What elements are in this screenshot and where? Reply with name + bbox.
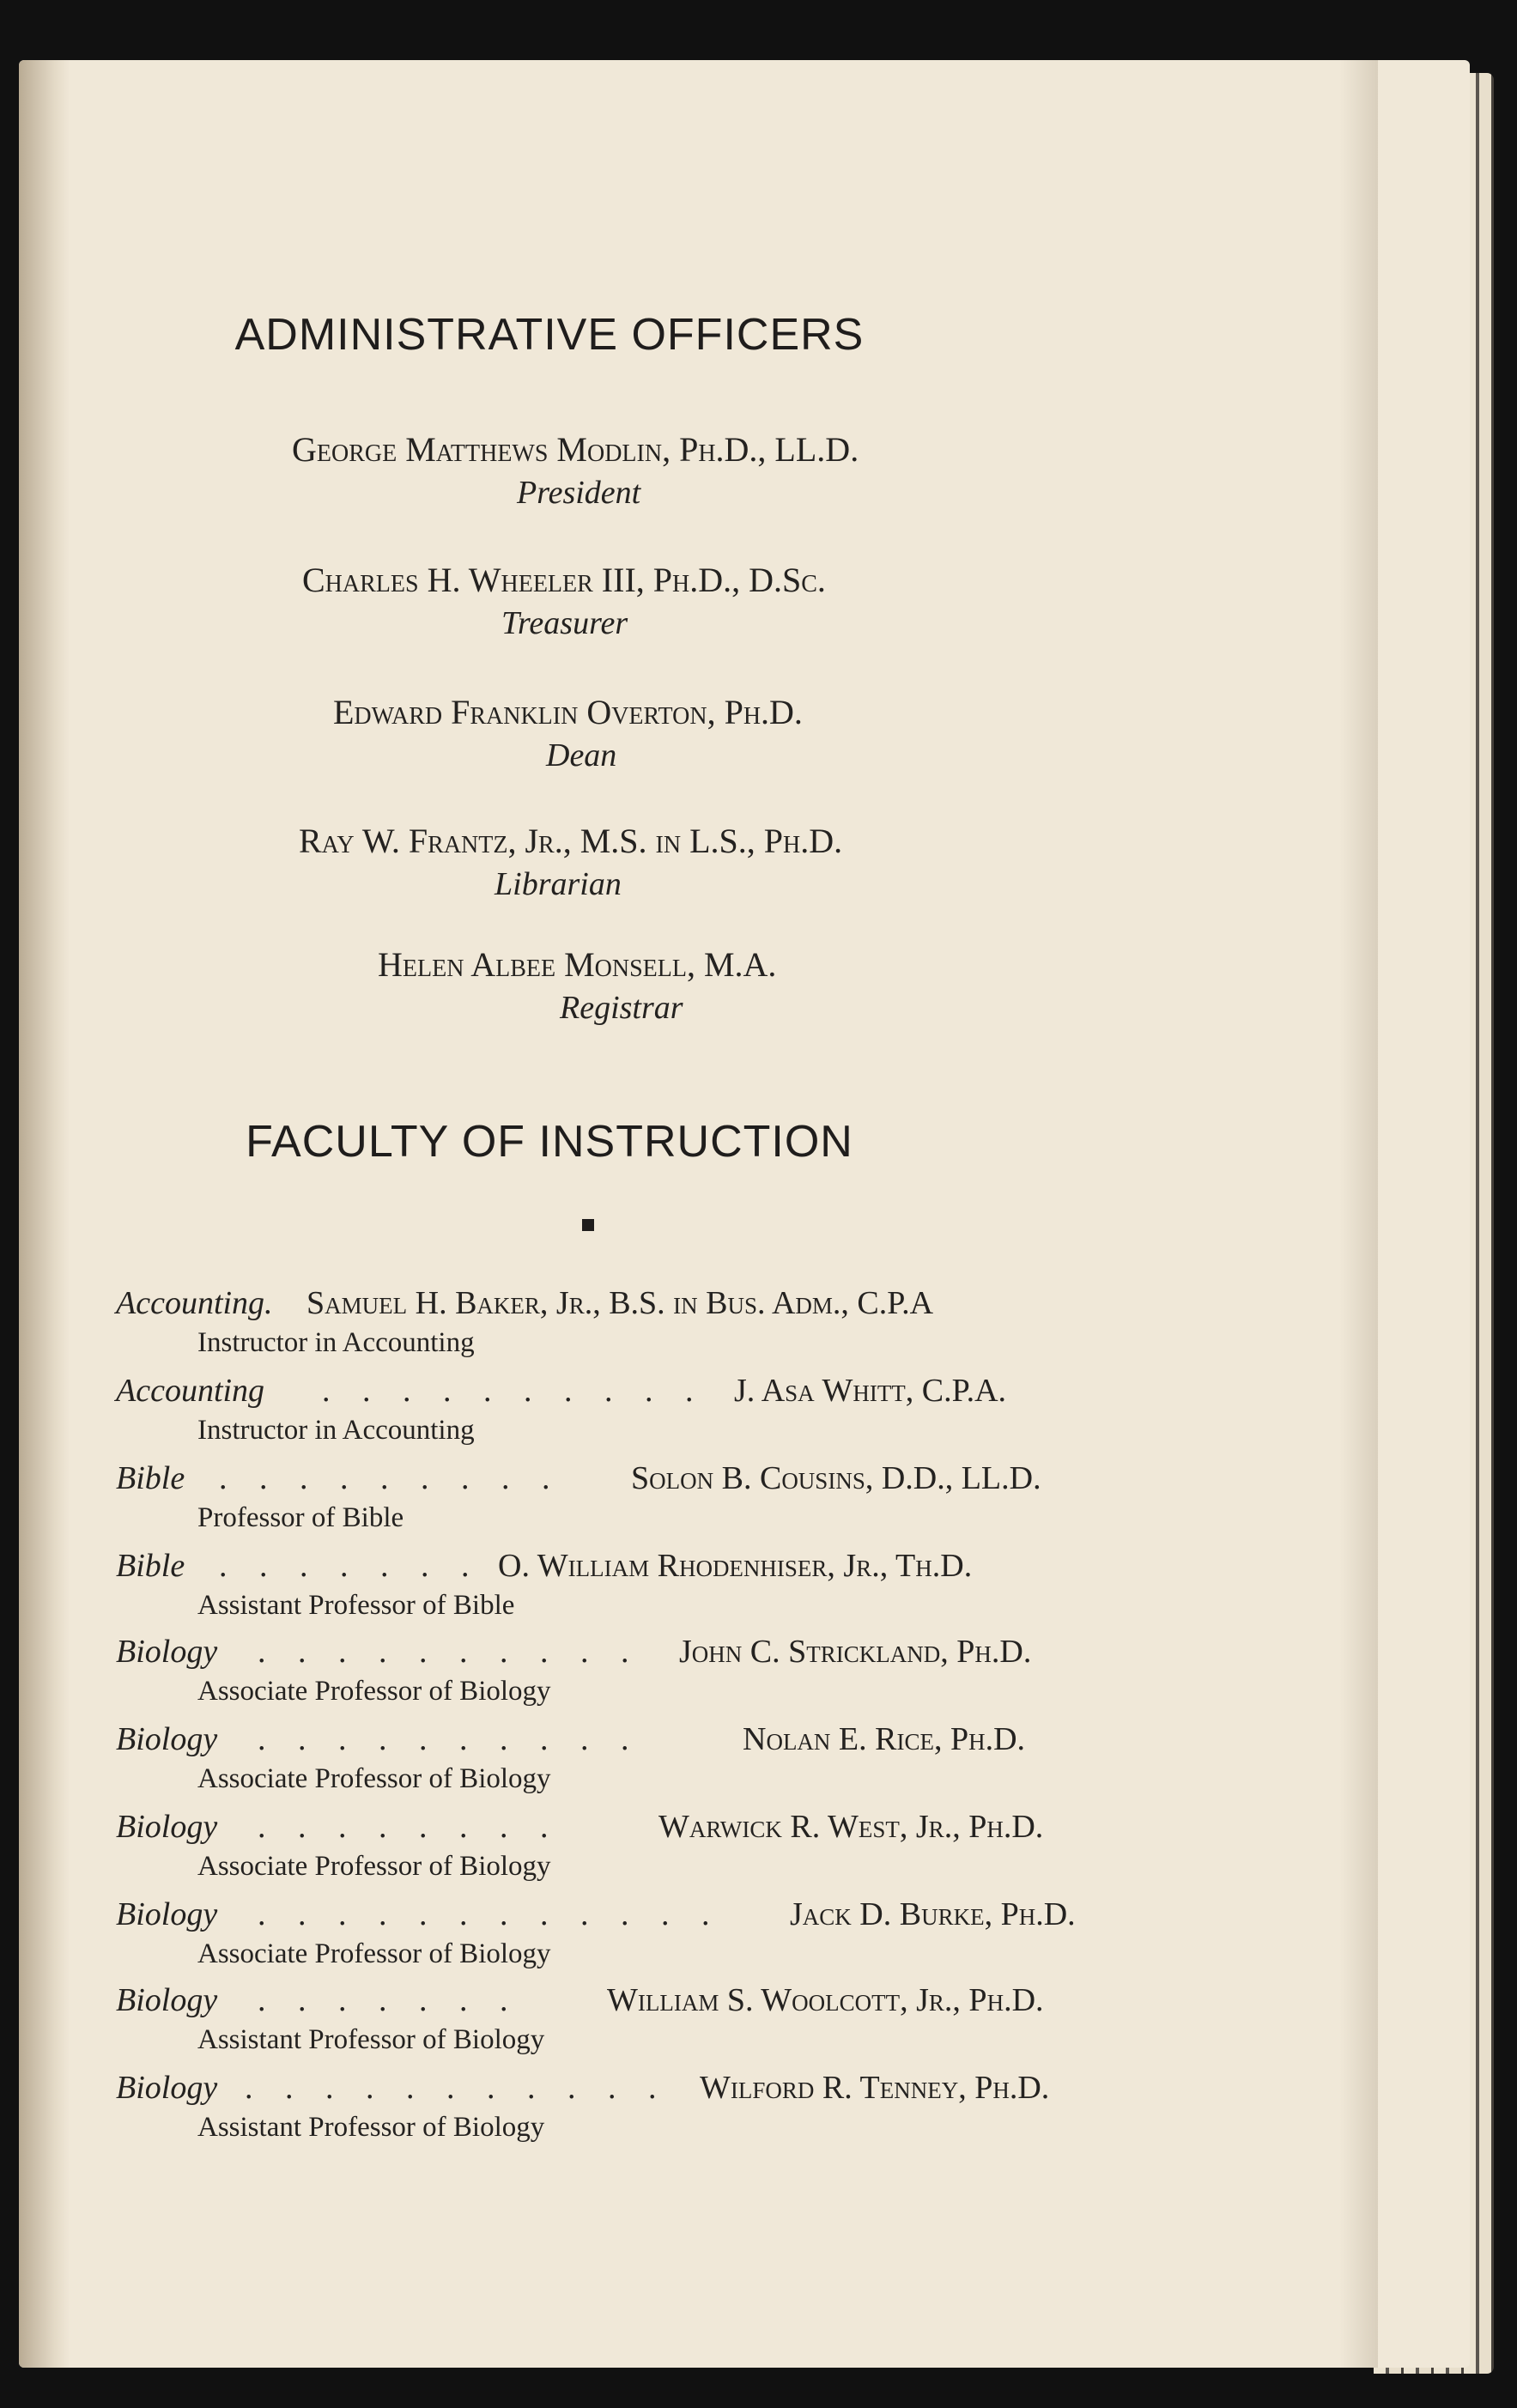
faculty-entry bbox=[116, 1372, 1146, 1458]
department-label: Bible bbox=[116, 1460, 185, 1496]
faculty-entry bbox=[116, 1895, 1146, 1981]
faculty-name: Wilford R. Tenney, Ph.D. bbox=[700, 2070, 1050, 2106]
department-label: Biology bbox=[116, 2070, 218, 2106]
officer-name: Charles H. Wheeler III, Ph.D., D.Sc. bbox=[302, 561, 826, 599]
officer-name: Helen Albee Monsell, M.A. bbox=[378, 945, 777, 984]
faculty-entry bbox=[116, 1808, 1146, 1894]
faculty-rank: Assistant Professor of Bible bbox=[197, 1590, 515, 1621]
faculty-entry bbox=[116, 1284, 1146, 1370]
book-gutter bbox=[19, 60, 70, 2368]
faculty-rank: Associate Professor of Biology bbox=[197, 1676, 551, 1707]
faculty-entry bbox=[116, 1981, 1146, 2067]
department-label: Bible bbox=[116, 1548, 185, 1584]
faculty-rank: Assistant Professor of Biology bbox=[197, 2112, 545, 2143]
officer-title: Librarian bbox=[495, 866, 622, 902]
faculty-name: Samuel H. Baker, Jr., B.S. in Bus. Adm., C.P.A bbox=[306, 1285, 934, 1321]
department-label: Biology bbox=[116, 1721, 218, 1757]
faculty-name: John C. Strickland, Ph.D. bbox=[679, 1634, 1032, 1670]
dot-leader: . . . . . . . . . . bbox=[258, 1634, 641, 1670]
faculty-rank: Associate Professor of Biology bbox=[197, 1938, 551, 1969]
page-edge-shade bbox=[1339, 60, 1378, 2368]
dot-leader: . . . . . . . . . . bbox=[322, 1373, 706, 1409]
faculty-entry bbox=[116, 2069, 1146, 2155]
officer-title: Dean bbox=[546, 737, 617, 773]
dot-leader: . . . . . . . bbox=[258, 1982, 520, 2018]
faculty-name: Nolan E. Rice, Ph.D. bbox=[743, 1721, 1026, 1757]
officer-entry bbox=[378, 944, 1236, 1026]
dot-leader: . . . . . . . . bbox=[258, 1809, 561, 1845]
dot-leader: . . . . . . . . . . . . bbox=[258, 1896, 722, 1932]
section-ornament bbox=[582, 1219, 594, 1231]
department-label: Accounting. bbox=[116, 1285, 273, 1321]
department-label: Biology bbox=[116, 1896, 218, 1932]
department-label: Biology bbox=[116, 1982, 218, 2018]
officer-title: Treasurer bbox=[501, 605, 628, 641]
faculty-name: William S. Woolcott, Jr., Ph.D. bbox=[607, 1982, 1044, 2018]
faculty-rank: Assistant Professor of Biology bbox=[197, 2024, 545, 2055]
faculty-rank: Professor of Bible bbox=[197, 1502, 404, 1533]
department-label: Accounting bbox=[116, 1373, 265, 1409]
faculty-name: Solon B. Cousins, D.D., LL.D. bbox=[631, 1460, 1041, 1496]
department-label: Biology bbox=[116, 1809, 218, 1845]
dot-leader: . . . . . . . bbox=[219, 1548, 482, 1584]
department-label: Biology bbox=[116, 1634, 218, 1670]
faculty-entry bbox=[116, 1459, 1146, 1545]
officer-title: President bbox=[517, 475, 641, 511]
dot-leader: . . . . . . . . . . . bbox=[245, 2070, 669, 2106]
officer-name: Edward Franklin Overton, Ph.D. bbox=[333, 693, 803, 731]
faculty-heading: FACULTY OF INSTRUCTION bbox=[246, 1117, 853, 1167]
faculty-name: Warwick R. West, Jr., Ph.D. bbox=[658, 1809, 1044, 1845]
officer-entry bbox=[292, 429, 1150, 511]
dot-leader: . . . . . . . . . . bbox=[258, 1721, 641, 1757]
admin-heading: ADMINISTRATIVE OFFICERS bbox=[234, 310, 865, 360]
officer-entry bbox=[302, 560, 1161, 641]
faculty-entry bbox=[116, 1633, 1146, 1719]
faculty-rank: Instructor in Accounting bbox=[197, 1415, 475, 1446]
faculty-rank: Associate Professor of Biology bbox=[197, 1851, 551, 1882]
officer-entry bbox=[333, 692, 1192, 773]
faculty-name: J. Asa Whitt, C.P.A. bbox=[734, 1373, 1007, 1409]
faculty-entry bbox=[116, 1547, 1146, 1633]
faculty-name: O. William Rhodenhiser, Jr., Th.D. bbox=[498, 1548, 973, 1584]
officer-title: Registrar bbox=[560, 990, 683, 1026]
faculty-name: Jack D. Burke, Ph.D. bbox=[790, 1896, 1076, 1932]
officer-entry bbox=[299, 821, 1157, 902]
officer-name: Ray W. Frantz, Jr., M.S. in L.S., Ph.D. bbox=[299, 822, 843, 860]
officer-name: George Matthews Modlin, Ph.D., LL.D. bbox=[292, 430, 859, 469]
faculty-rank: Instructor in Accounting bbox=[197, 1327, 475, 1358]
dot-leader: . . . . . . . . . bbox=[219, 1460, 562, 1496]
faculty-rank: Associate Professor of Biology bbox=[197, 1763, 551, 1794]
faculty-entry bbox=[116, 1720, 1146, 1806]
